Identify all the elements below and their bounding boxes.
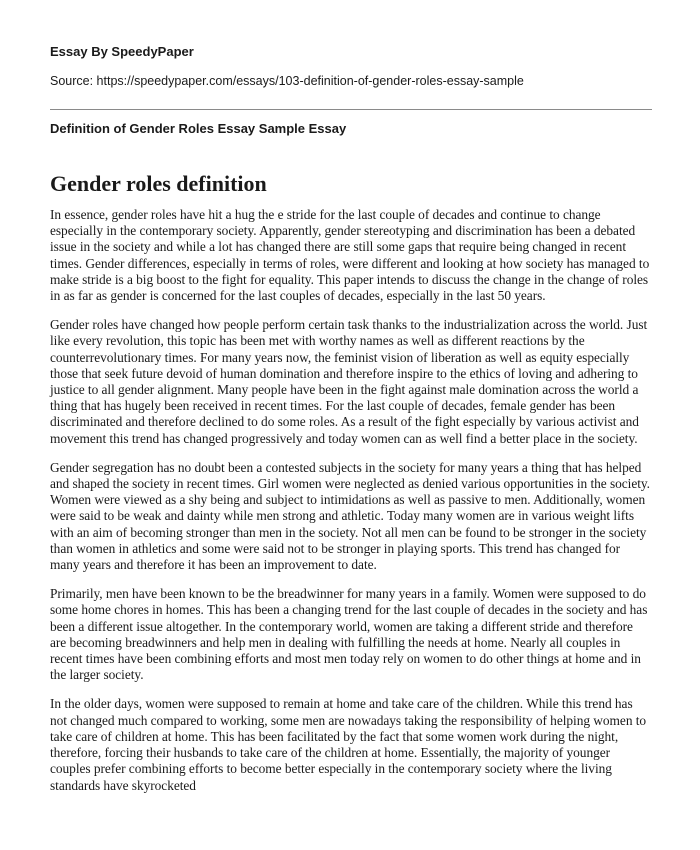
paragraph-1: In essence, gender roles have hit a hug the e stride for the last couple of decades and continue to change especially in the contemporary society. Apparently, gender stereotyping and discrimination has been a debated issue in the society and while a lot has changed there are still some gaps that require being changed in recent times. Gender differences, especially in terms of roles, were different and looking at how society has managed to make stride is a big boost to the fight for equality. This paper intends to discuss the change in the change of roles in as far as gender is concerned for the last couples of decades, especially in the last 50 years. — [50, 207, 650, 304]
brand-line: Essay By SpeedyPaper — [50, 44, 194, 59]
paragraph-2: Gender roles have changed how people perform certain task thanks to the industrialization across the world. Just like every revolution, this topic has been met with worthy names as well as different reactions by the counterrevolutionary times. For many years now, the feminist vision of liberation as well as equity especially those that seek future devoid of human domination and therefore inspire to the ethics of loving and adhering to justice to all gender alignment. Many people have been in the fight against male domination across the world a thing that has hugely been received in recent times. For the last couple of decades, female gender has been discriminated and therefore declined to do some roles. As a result of the fight especially by various activist and movement this trend has changed progressively and today women can as well find a better place in the society. — [50, 317, 648, 446]
paragraph-5: In the older days, women were supposed to remain at home and take care of the children. While this trend has not changed much compared to working, some men are nowadays taking the responsibility of helping women to take care of children at home. This has been facilitated by the fact that some women work during the night, therefore, forcing their husbands to take care of the children at home. Essentially, the majority of younger couples prefer combining efforts to become better especially in the contemporary society where the living standards have skyrocketed — [50, 696, 647, 793]
paragraph-4: Primarily, men have been known to be the breadwinner for many years in a family. Women were supposed to do some home chores in homes. This has been a changing trend for the last couple of decades in the society and has been a different issue altogether. In the contemporary world, women are taking a different stride and therefore are becoming breadwinners and help men in dealing with fulfilling the needs at home. Nearly all couples in recent times have been combining efforts and most men today rely on women to do other things at home and in the larger society. — [50, 586, 648, 683]
document-title: Definition of Gender Roles Essay Sample Essay — [50, 121, 347, 136]
paragraph-3: Gender segregation has no doubt been a contested subjects in the society for many years a thing that has helped and shaped the society in recent times. Girl women were neglected as denied various opportunities in the society. Women were viewed as a shy being and subject to intimidations as well as passive to men. Additionally, women were said to be weak and dainty while men strong and athletic. Today many women are in various weight lifts with an aim of becoming stronger than men in the society. Not all men can be found to be stronger in the society than women in athletics and some were said not to be stronger in playing sports. This trend has changed for many years and therefore it has been an improvement to date. — [50, 459, 650, 573]
essay-body — [50, 207, 650, 807]
essay-heading: Gender roles definition — [50, 171, 267, 196]
source-line: Source: https://speedypaper.com/essays/103-definition-of-gender-roles-essay-sample — [50, 74, 524, 88]
header-divider — [50, 109, 652, 110]
